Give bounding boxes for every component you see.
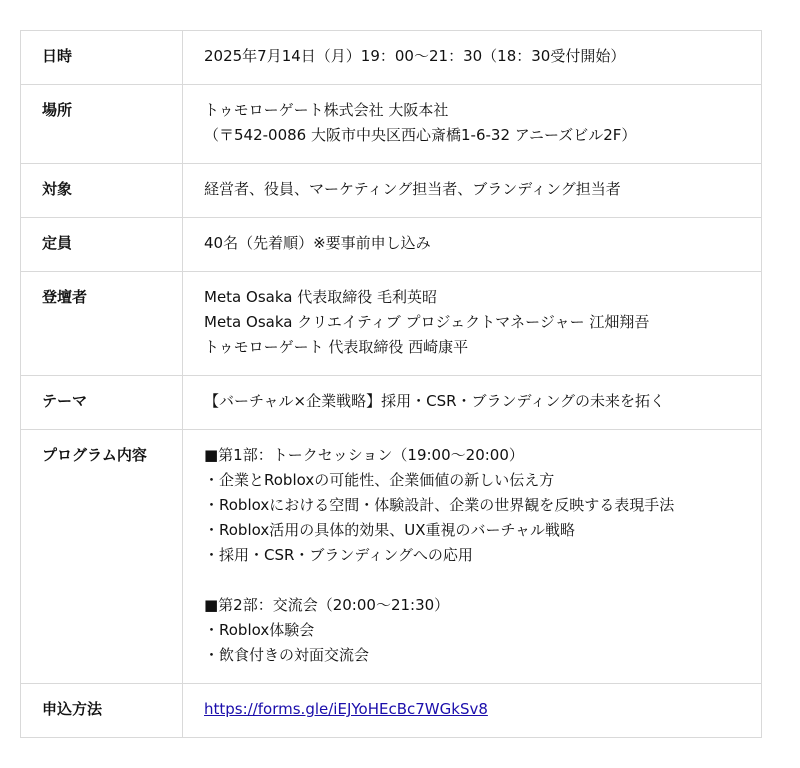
event-info-table <box>20 30 762 738</box>
row-target <box>21 164 762 218</box>
value-application <box>183 684 762 738</box>
value-capacity <box>183 218 762 272</box>
venue-address: （〒542-0086 大阪市中央区西心斎橋1-6-32 アニーズビル2F） <box>204 126 637 144</box>
label-program: プログラム内容 <box>21 430 183 684</box>
venue-name: トゥモローゲート株式会社 大阪本社 <box>204 101 449 119</box>
program-part1-title: ■第1部：トークセッション（19:00〜20:00） <box>204 446 524 464</box>
value-speakers <box>183 272 762 376</box>
label-theme: テーマ <box>21 376 183 430</box>
label-capacity: 定員 <box>21 218 183 272</box>
program-item: ・Roblox活用の具体的効果、UX重視のバーチャル戦略 <box>204 521 576 539</box>
capacity-text: 40名（先着順）※要事前申し込み <box>204 234 431 252</box>
row-datetime <box>21 31 762 85</box>
program-item: ・Roblox体験会 <box>204 621 315 639</box>
label-venue: 場所 <box>21 85 183 164</box>
row-application <box>21 684 762 738</box>
label-datetime: 日時 <box>21 31 183 85</box>
label-target: 対象 <box>21 164 183 218</box>
row-theme <box>21 376 762 430</box>
speaker-3: トゥモローゲート 代表取締役 西崎康平 <box>204 338 469 356</box>
target-text: 経営者、役員、マーケティング担当者、ブランディング担当者 <box>204 180 621 198</box>
row-speakers <box>21 272 762 376</box>
value-venue <box>183 85 762 164</box>
program-spacer <box>204 568 751 593</box>
datetime-text: 2025年7月14日（月）19：00〜21：30（18：30受付開始） <box>204 47 626 65</box>
value-target <box>183 164 762 218</box>
application-form-link[interactable]: https://forms.gle/iEJYoHEcBc7WGkSv8 <box>204 700 488 718</box>
theme-text: 【バーチャル×企業戦略】採用・CSR・ブランディングの未来を拓く <box>204 392 666 410</box>
row-program <box>21 430 762 684</box>
label-speakers: 登壇者 <box>21 272 183 376</box>
program-item: ・Robloxにおける空間・体験設計、企業の世界観を反映する表現手法 <box>204 496 675 514</box>
program-item: ・企業とRobloxの可能性、企業価値の新しい伝え方 <box>204 471 555 489</box>
row-capacity <box>21 218 762 272</box>
value-datetime <box>183 31 762 85</box>
speaker-1: Meta Osaka 代表取締役 毛利英昭 <box>204 288 437 306</box>
speaker-2: Meta Osaka クリエイティブ プロジェクトマネージャー 江畑翔吾 <box>204 313 650 331</box>
label-application: 申込方法 <box>21 684 183 738</box>
program-item: ・飲食付きの対面交流会 <box>204 646 370 664</box>
row-venue <box>21 85 762 164</box>
program-item: ・採用・CSR・ブランディングへの応用 <box>204 546 473 564</box>
value-theme <box>183 376 762 430</box>
program-part2-title: ■第2部：交流会（20:00〜21:30） <box>204 596 450 614</box>
value-program <box>183 430 762 684</box>
